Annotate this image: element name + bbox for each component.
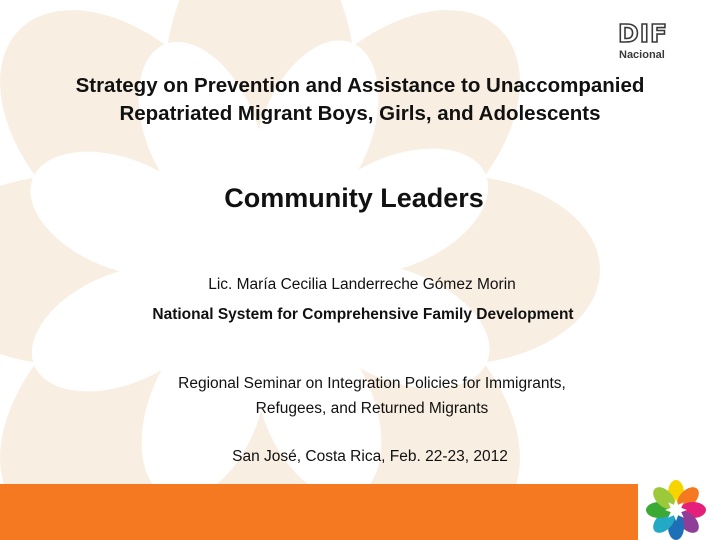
- event-title-line-1: Regional Seminar on Integration Policies for Immigrants,: [178, 375, 566, 392]
- presenter-name: Lic. María Cecilia Landerreche Gómez Morin: [208, 276, 516, 293]
- slide-title-line-2: Repatriated Migrant Boys, Girls, and Adolescents: [119, 102, 601, 125]
- slide-title-line-1: Strategy on Prevention and Assistance to Unaccompanied: [75, 74, 645, 97]
- dif-logo-subtitle: Nacional: [619, 49, 665, 61]
- slide-subtitle: Community Leaders: [224, 183, 484, 213]
- flower-logo-icon: [644, 478, 708, 540]
- dif-logo: [618, 20, 672, 64]
- event-place-date: San José, Costa Rica, Feb. 22-23, 2012: [232, 448, 508, 465]
- event-title-line-2: Refugees, and Returned Migrants: [255, 400, 489, 417]
- dif-logo-wordmark: DIF: [618, 19, 669, 48]
- footer-bar: [0, 484, 638, 540]
- slide-title: [0, 72, 720, 128]
- presenter-organization: National System for Comprehensive Family Development: [152, 306, 574, 323]
- event-title: [12, 371, 720, 421]
